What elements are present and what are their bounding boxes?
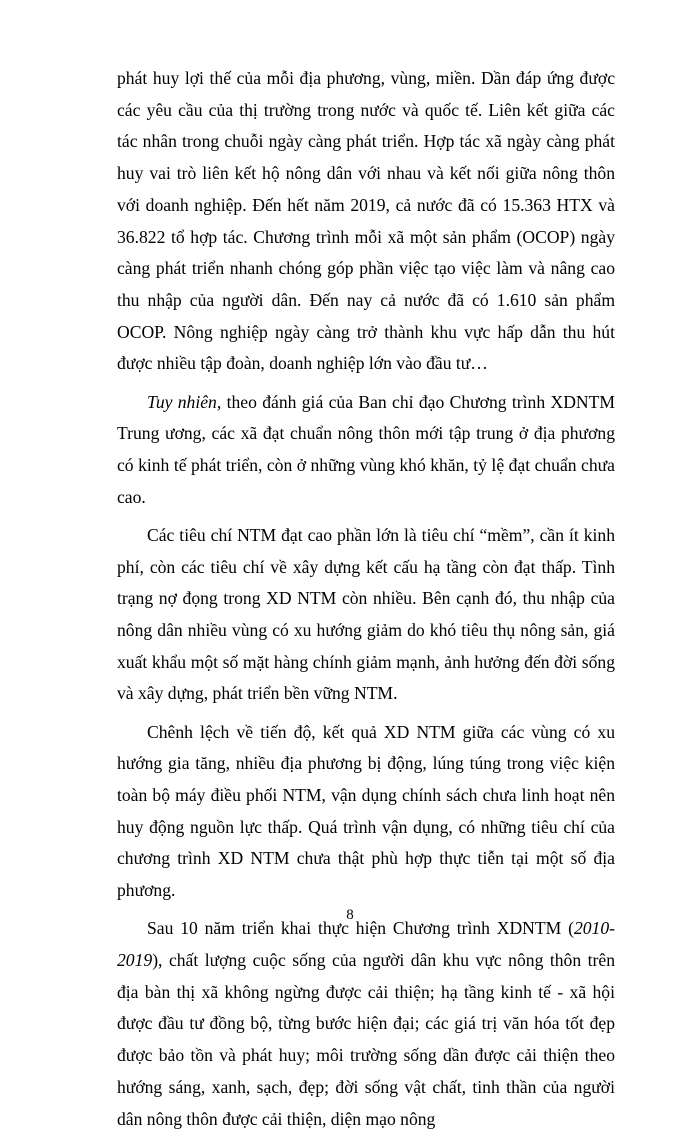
paragraph-2-lead-italic: Tuy nhiên, — [147, 391, 222, 412]
page-number: 8 — [346, 907, 354, 923]
paragraph-5-rest: ), chất lượng cuộc sống của người dân khu vực nông thôn trên địa bàn thị xã không ngừng được cải thiện; hạ tầng kinh tế - xã hội được đầu tư đồng bộ, từng bước hiện đại; các giá trị văn hóa tốt đẹp được bảo tồn và phát huy; môi trường sống dần được cải thiện theo hướng sáng, xanh, sạch, đẹp; đời sống vật chất, tinh thần của người dân nông thôn được cải thiện, diện mạo nông — [117, 949, 615, 1129]
paragraph-2 — [117, 387, 615, 514]
paragraph-1-text: phát huy lợi thế của mỗi địa phương, vùng, miền. Dần đáp ứng được các yêu cầu của thị trường trong nước và quốc tế. Liên kết giữa các tác nhân trong chuỗi ngày càng phát triển. Hợp tác xã ngày càng phát huy vai trò liên kết hộ nông dân với nhau và kết nối giữa nông thôn với doanh nghiệp. Đến hết năm 2019, cả nước đã có 15.363 HTX và 36.822 tổ hợp tác. Chương trình mỗi xã một sản phẩm (OCOP) ngày càng phát triển nhanh chóng góp phần việc tạo việc làm và nâng cao thu nhập của người dân. Đến nay cả nước đã có 1.610 sản phẩm OCOP. Nông nghiệp ngày càng trở thành khu vực hấp dẫn thu hút được nhiều tập đoàn, doanh nghiệp lớn vào đầu tư… — [117, 68, 615, 374]
paragraph-4 — [117, 717, 615, 907]
paragraph-3-text: Các tiêu chí NTM đạt cao phần lớn là tiêu chí “mềm”, cần ít kinh phí, còn các tiêu chí về xây dựng kết cấu hạ tầng còn đạt thấp. Tình trạng nợ đọng trong XD NTM còn nhiều. Bên cạnh đó, thu nhập của nông dân nhiều vùng có xu hướng giảm do khó tiêu thụ nông sản, giá xuất khẩu một số mặt hàng chính giảm mạnh, ảnh hưởng đến đời sống và xây dựng, phát triển bền vững NTM. — [117, 524, 615, 704]
paragraph-2-text: theo đánh giá của Ban chỉ đạo Chương trình XDNTM Trung ương, các xã đạt chuẩn nông thôn mới tập trung ở địa phương có kinh tế phát triển, còn ở những vùng khó khăn, tỷ lệ đạt chuẩn chưa cao. — [117, 391, 615, 507]
paragraph-4-text: Chênh lệch về tiến độ, kết quả XD NTM giữa các vùng có xu hướng gia tăng, nhiều địa phương bị động, lúng túng trong việc kiện toàn bộ máy điều phối NTM, vận dụng chính sách chưa linh hoạt nên huy động nguồn lực thấp. Quá trình vận dụng, có những tiêu chí của chương trình XD NTM chưa thật phù hợp thực tiễn tại một số địa phương. — [117, 721, 615, 901]
paragraph-5-years-italic: 2010-2019 — [117, 918, 615, 970]
paragraph-5 — [117, 913, 615, 1135]
paragraph-1 — [117, 63, 615, 380]
body-text — [117, 63, 615, 1142]
paragraph-3 — [117, 520, 615, 710]
paragraph-5-start: Sau 10 năm triển khai thực hiện Chương trình XDNTM ( — [147, 918, 574, 939]
